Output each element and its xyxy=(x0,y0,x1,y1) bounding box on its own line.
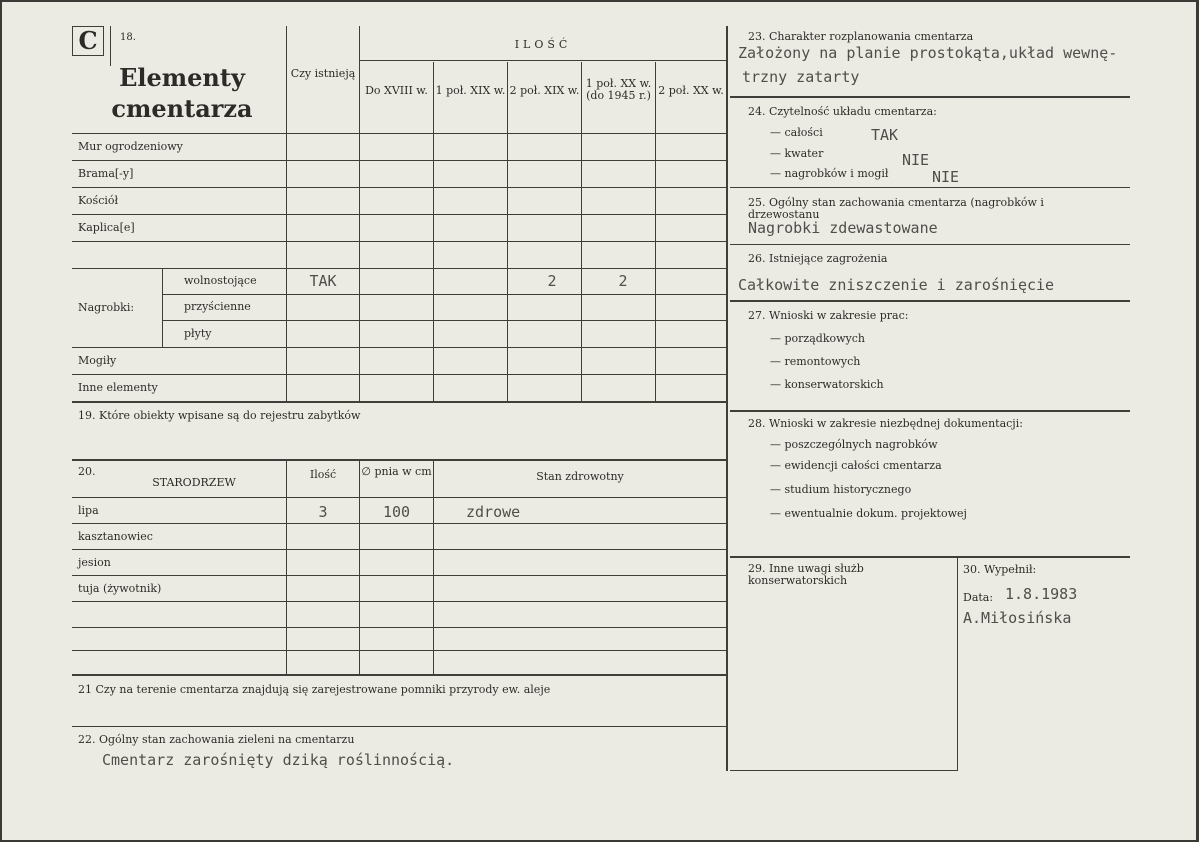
field-27-item-2: — remontowych xyxy=(770,355,861,368)
tree-linden-health: zdrowe xyxy=(466,503,521,521)
col-header-period-3: 2 poł. XIX w. xyxy=(509,84,580,97)
trees-col-diameter: ∅ pnia w cm xyxy=(361,465,432,478)
tree-linden-count: 3 xyxy=(318,503,328,521)
field-20-number: 20. xyxy=(78,465,96,478)
row-label-church: Kościół xyxy=(78,194,119,207)
inventory-card xyxy=(2,2,1196,840)
field-27-item-1: — porządkowych xyxy=(770,332,865,345)
col-header-exists: Czy istnieją xyxy=(290,67,356,80)
row-sub-freestanding: wolnostojące xyxy=(184,274,257,287)
field-27-item-3: — konserwatorskich xyxy=(770,378,884,391)
col-header-period-2: 1 poł. XIX w. xyxy=(435,84,506,97)
trees-col-name: STARODRZEW xyxy=(152,476,236,489)
row-label-other: Inne elementy xyxy=(78,381,158,394)
tree-row-chestnut: kasztanowiec xyxy=(78,530,153,543)
field-30-label: 30. Wypełnił: xyxy=(963,563,1037,576)
field-26-value: Całkowite zniszczenie i zarośnięcie xyxy=(738,276,1055,294)
tree-row-thuja: tuja (żywotnik) xyxy=(78,582,162,595)
tree-row-linden: lipa xyxy=(78,504,99,517)
value-freestanding-19c-2: 2 xyxy=(547,272,557,290)
field-24-label: 24. Czytelność układu cmentarza: xyxy=(748,105,937,118)
row-label-graves: Mogiły xyxy=(78,354,117,367)
field-25-label: 25. Ogólny stan zachowania cmentarza (nagrobków i drzewostanu xyxy=(748,196,1044,221)
field-30-date-value: 1.8.1983 xyxy=(1005,585,1078,603)
field-24-item-graves: — nagrobków i mogił xyxy=(770,167,889,180)
field-24-value-whole: TAK xyxy=(871,126,899,144)
trees-col-health: Stan zdrowotny xyxy=(536,470,624,483)
field-28-item-1: — poszczególnych nagrobków xyxy=(770,438,938,451)
field-23-value-line2: trzny zatarty xyxy=(742,68,860,86)
row-label-tombstones: Nagrobki: xyxy=(78,301,135,314)
field-28-label: 28. Wnioski w zakresie niezbędnej dokumentacji: xyxy=(748,417,1023,430)
value-freestanding-exists: TAK xyxy=(309,272,337,290)
field-25-value: Nagrobki zdewastowane xyxy=(748,219,938,237)
row-sub-wall-mounted: przyścienne xyxy=(184,300,251,313)
field-30-date-label: Data: xyxy=(963,591,994,604)
field-24-value-graves: NIE xyxy=(932,168,960,186)
tree-row-ash: jesion xyxy=(78,556,111,569)
field-29-label: 29. Inne uwagi służb konserwatorskich xyxy=(748,562,864,587)
tree-linden-diameter: 100 xyxy=(382,503,411,521)
field-19-label: 19. Które obiekty wpisane są do rejestru zabytków xyxy=(78,409,361,422)
row-label-wall: Mur ogrodzeniowy xyxy=(78,140,183,153)
field-28-item-4: — ewentualnie dokum. projektowej xyxy=(770,507,967,520)
field-23-label: 23. Charakter rozplanowania cmentarza xyxy=(748,30,974,43)
row-label-chapel: Kaplica[e] xyxy=(78,221,135,234)
value-freestanding-20c-1: 2 xyxy=(618,272,628,290)
section-letter-box: C xyxy=(72,26,104,56)
field-24-value-quarters: NIE xyxy=(902,151,930,169)
field-22-value: Cmentarz zarośnięty dziką roślinnością. xyxy=(102,751,455,769)
field-24-item-whole: — całości xyxy=(770,126,823,139)
field-30-filled-by: A.Miłosińska xyxy=(963,609,1072,627)
field-number: 18. xyxy=(120,32,136,43)
col-header-period-1: Do XVIII w. xyxy=(365,84,428,97)
row-label-gate: Brama[-y] xyxy=(78,167,134,180)
field-24-item-quarters: — kwater xyxy=(770,147,824,160)
col-header-quantity: ILOŚĆ xyxy=(514,38,572,51)
field-21-label: 21 Czy na terenie cmentarza znajdują się zarejestrowane pomniki przyrody ew. aleje xyxy=(78,683,551,696)
trees-col-count: Ilość xyxy=(309,468,337,481)
page-title: Elementy cmentarza xyxy=(111,63,253,123)
field-28-item-3: — studium historycznego xyxy=(770,483,912,496)
field-28-item-2: — ewidencji całości cmentarza xyxy=(770,459,942,472)
field-27-label: 27. Wnioski w zakresie prac: xyxy=(748,309,909,322)
col-header-period-4: 1 poł. XX w. (do 1945 r.) xyxy=(585,77,652,102)
field-22-label: 22. Ogólny stan zachowania zieleni na cmentarzu xyxy=(78,733,355,746)
field-26-label: 26. Istniejące zagrożenia xyxy=(748,252,888,265)
row-sub-slabs: płyty xyxy=(184,327,212,340)
col-header-period-5: 2 poł. XX w. xyxy=(658,84,724,97)
field-23-value-line1: Założony na planie prostokąta,układ wewnę- xyxy=(738,44,1118,62)
